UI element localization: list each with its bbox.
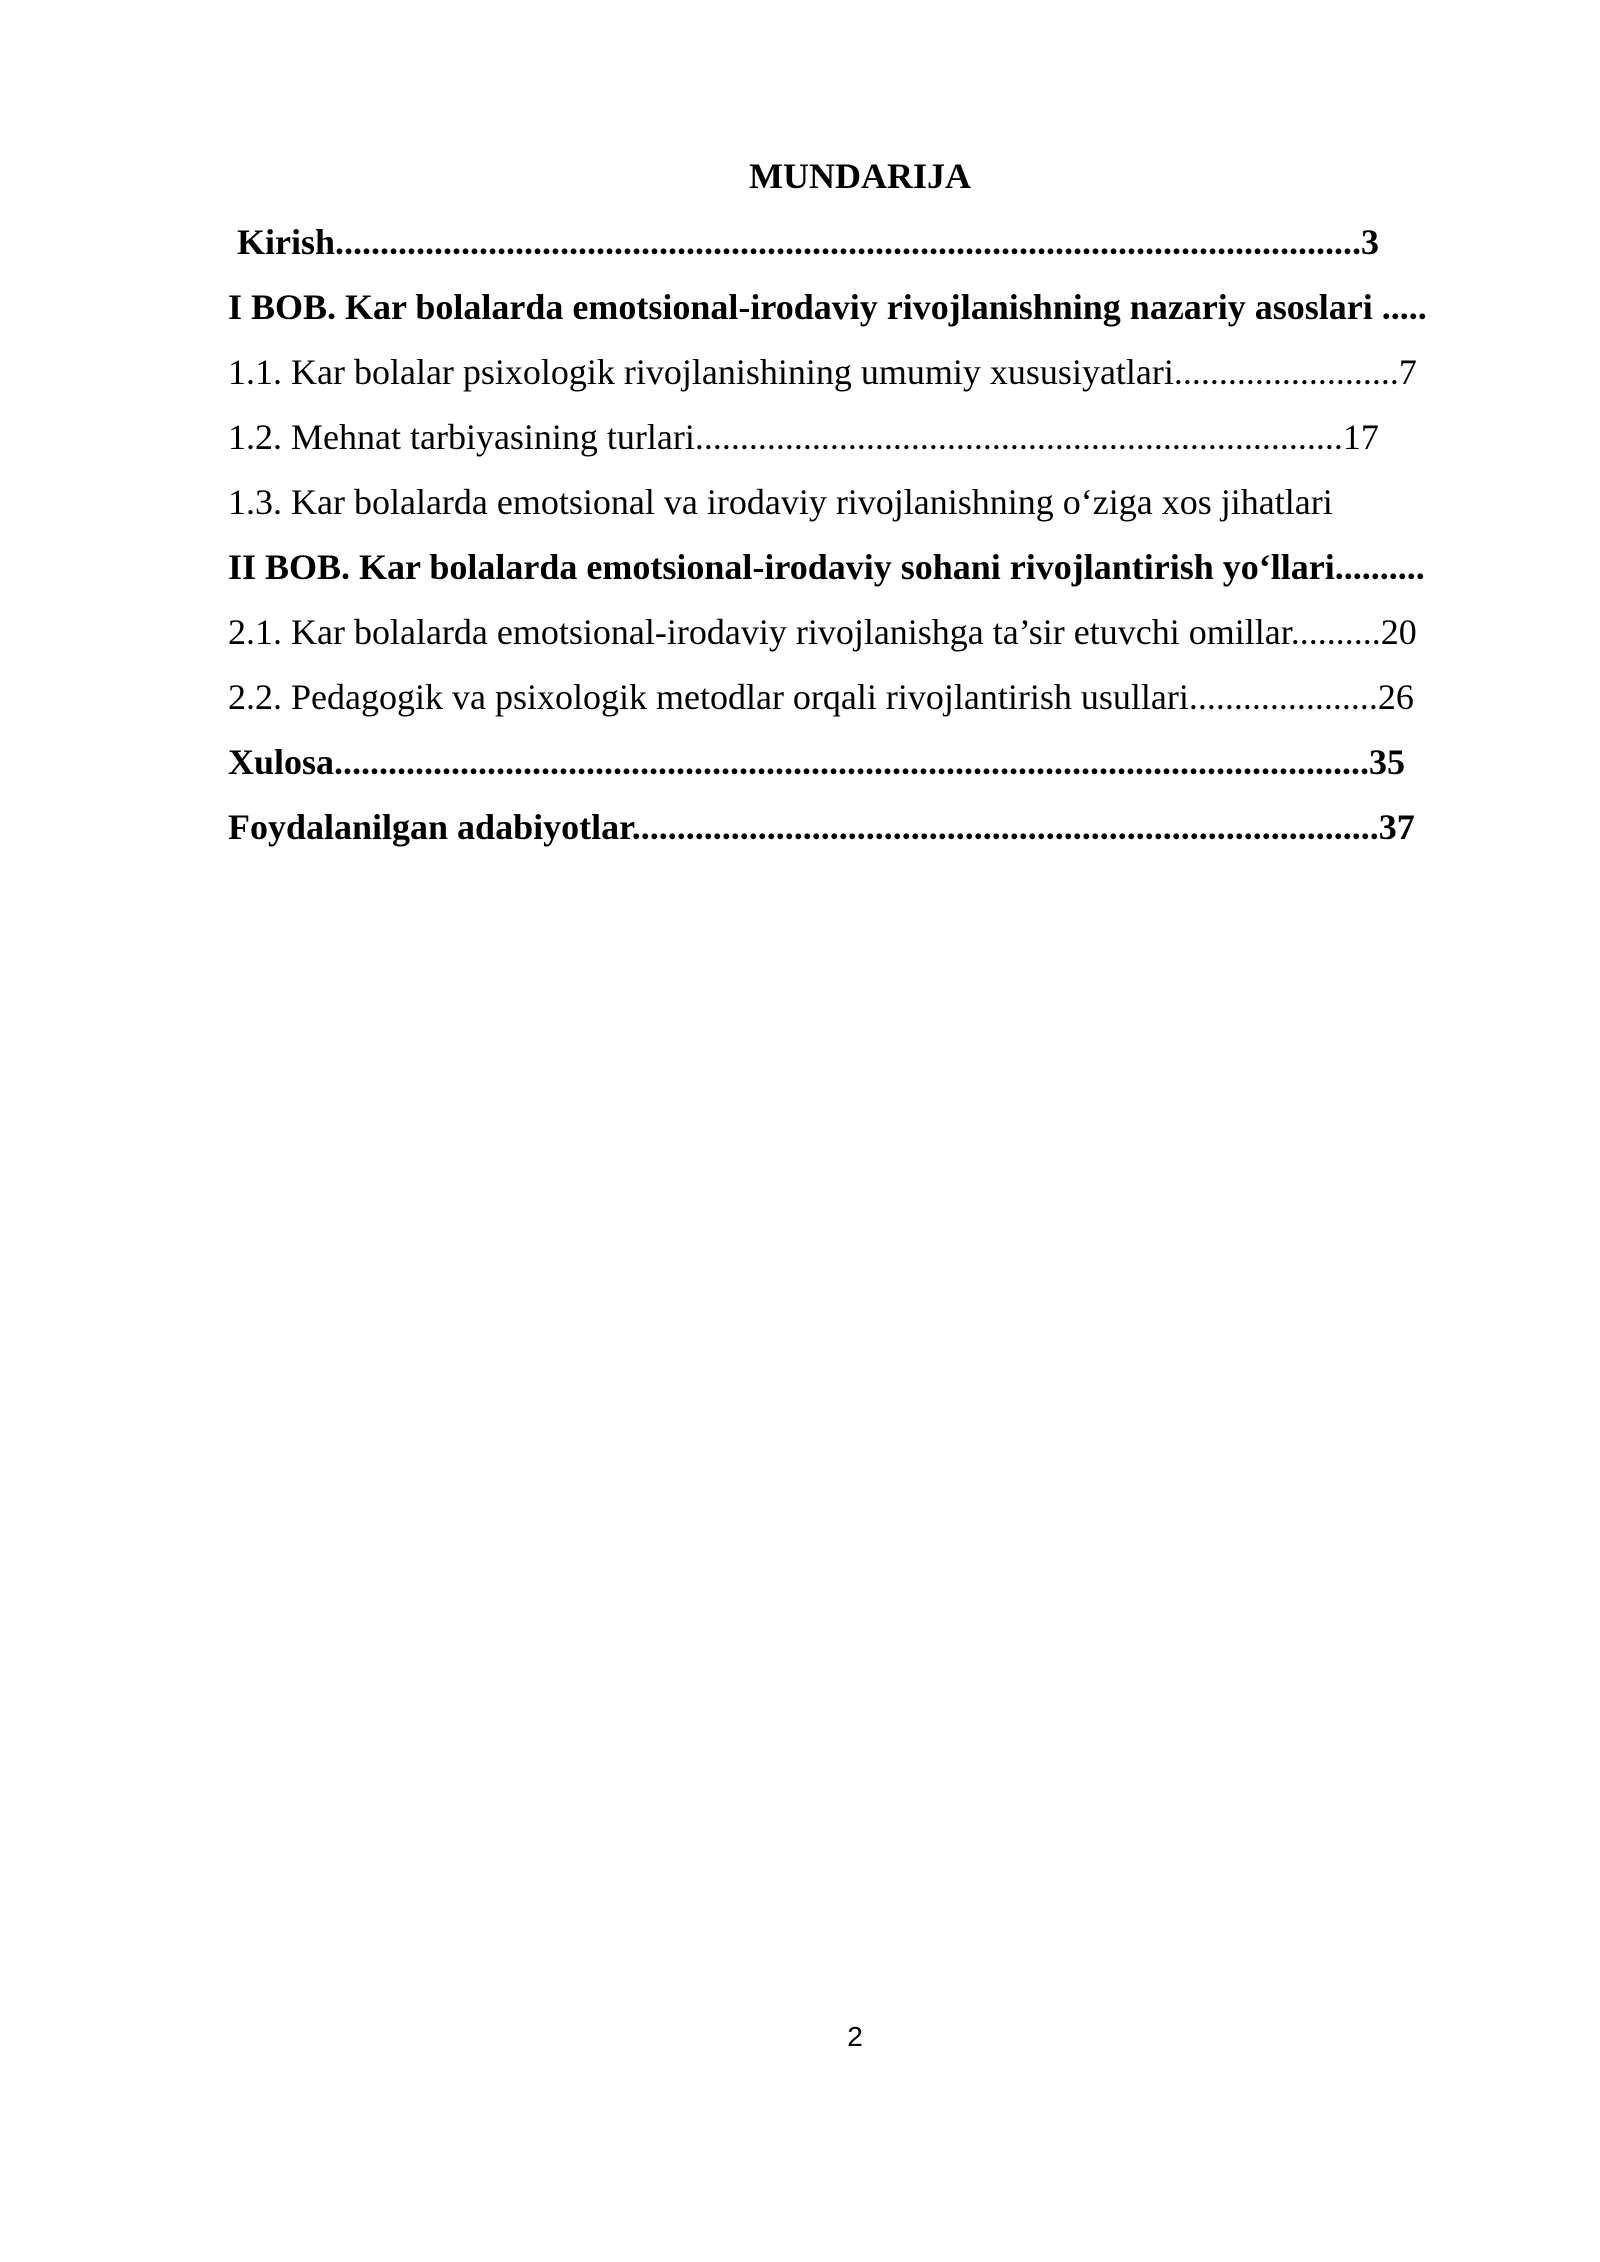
toc-entry-text: Xulosa (228, 742, 335, 782)
toc-entry-text: Kirish (237, 222, 336, 262)
toc-entry-text: 1.3. Kar bolalarda emotsional va irodaviy rivojlanishning o‘ziga xos jihatlari (228, 482, 1333, 522)
toc-entry-leader: ................................................................................... (631, 807, 1379, 847)
toc-entry-leader: ................................................................................................................... (334, 742, 1370, 782)
toc-entry-text: 2.1. Kar bolalarda emotsional-irodaviy rivojlanishga ta’sir etuvchi omillar (228, 612, 1291, 652)
toc-entry-references (228, 805, 1498, 849)
toc-entry-2-2 (228, 675, 1498, 719)
toc-entry-1-1 (228, 350, 1498, 394)
toc-entry-page: 20 (1380, 612, 1417, 652)
toc-entry-text: II BOB. Kar bolalarda emotsional-irodaviy sohani rivojlantirish yo‘llari (228, 547, 1335, 587)
toc-entry-text: 1.2. Mehnat tarbiyasining turlari (228, 417, 695, 457)
toc-entry-chapter-1 (228, 285, 1498, 329)
toc-entry-page: 37 (1378, 807, 1415, 847)
toc-entry-leader: ......................... (1173, 352, 1399, 392)
toc-title: MUNDARIJA (749, 156, 971, 196)
toc-entry-text: Foydalanilgan adabiyotlar (228, 807, 632, 847)
page-number: 2 (847, 2021, 863, 2052)
toc-entry-1-2 (228, 415, 1498, 459)
toc-entry-page: 26 (1377, 677, 1414, 717)
toc-entry-page: 3 (1361, 222, 1380, 262)
toc-entry-leader: ..................... (1188, 677, 1378, 717)
toc-entry-page: 17 (1342, 417, 1379, 457)
toc-entry-1-3 (228, 480, 1498, 524)
toc-entry-2-1 (228, 610, 1498, 654)
toc-entry-text: 1.1. Kar bolalar psixologik rivojlanishining umumiy xususiyatlari (228, 352, 1174, 392)
toc-entry-page: 7 (1398, 352, 1417, 392)
toc-entry-kirish (237, 220, 1492, 264)
toc-entry-leader: ........................................................................ (694, 417, 1343, 457)
toc-entry-xulosa (228, 740, 1498, 784)
toc-entry-leader: ..... (1372, 287, 1427, 327)
toc-entry-text: I BOB. Kar bolalarda emotsional-irodaviy rivojlanishning nazariy asoslari (228, 287, 1373, 327)
toc-entry-leader: .......... (1290, 612, 1381, 652)
toc-entry-leader: .......... (1334, 547, 1425, 587)
toc-entry-leader: .................................................................................................................. (335, 222, 1362, 262)
toc-entry-page: 35 (1369, 742, 1406, 782)
toc-entry-chapter-2 (228, 545, 1498, 589)
toc-entry-text: 2.2. Pedagogik va psixologik metodlar orqali rivojlantirish usullari (228, 677, 1189, 717)
